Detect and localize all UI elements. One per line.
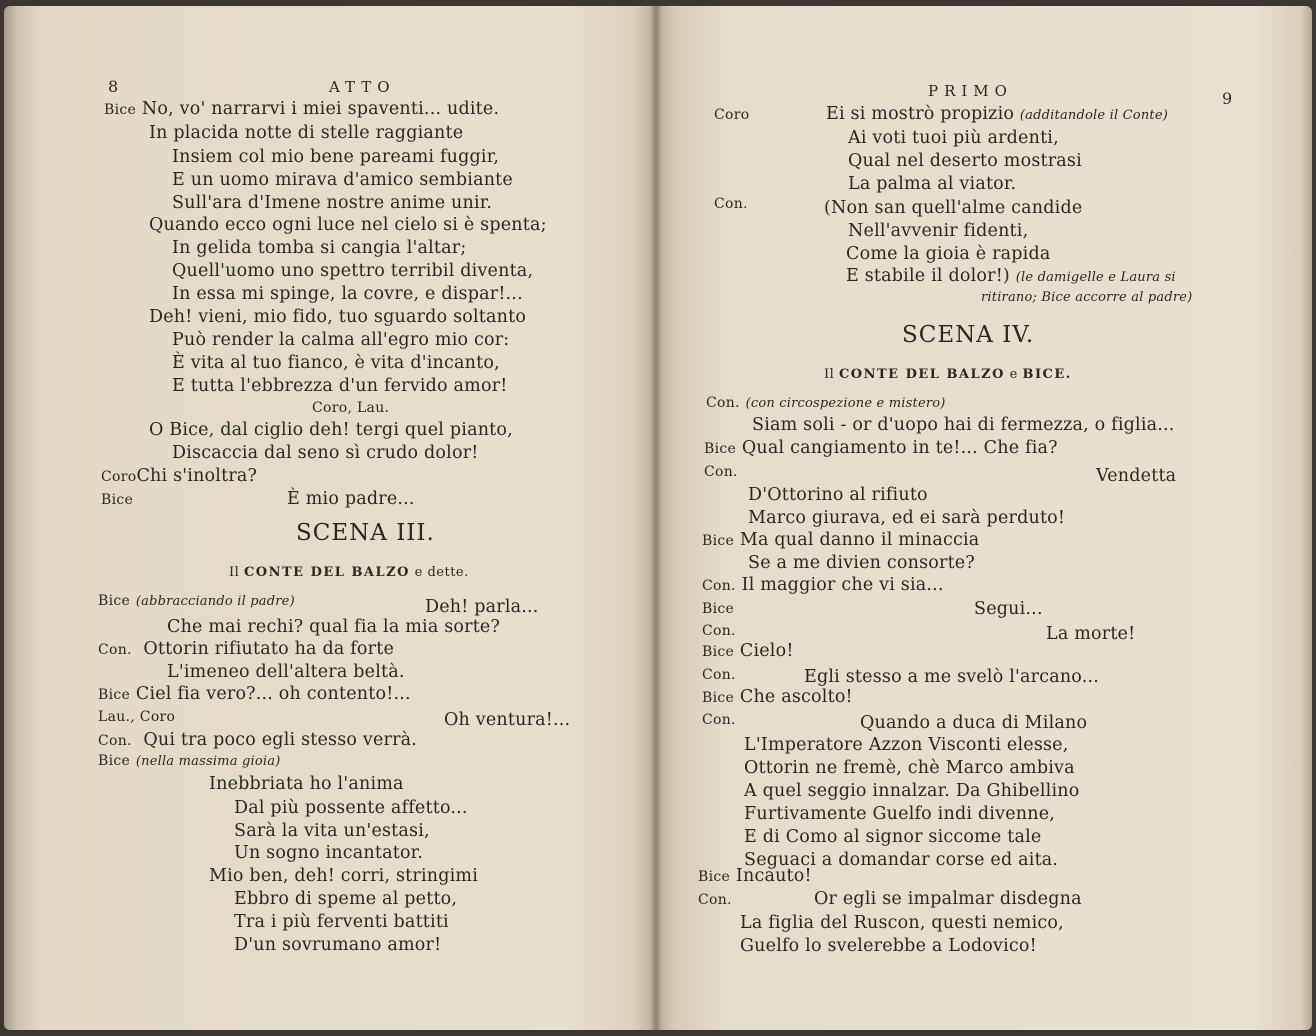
verse-line: Mio ben, deh! corri, stringimi	[209, 866, 479, 886]
verse-line: E un uomo mirava d'amico sembiante	[172, 170, 513, 190]
stage-direction: (con circospezione e mistero)	[745, 396, 946, 411]
verse-line: (Non san quell'alme candide	[824, 198, 1083, 218]
verse-line: Quell'uomo uno spettro terribil diventa,	[172, 261, 534, 281]
verse-line: La palma al viator.	[848, 174, 1017, 194]
verse-line	[98, 589, 295, 613]
verse-line: Bice Ciel fia vero?... oh contento!...	[98, 684, 411, 704]
verse-line: La figlia del Ruscon, questi nemico,	[740, 913, 1064, 933]
verse-line: Egli stesso a me svelò l'arcano...	[804, 667, 1100, 687]
speaker-label: Con.	[98, 733, 132, 749]
speaker-label: Bice	[98, 687, 131, 703]
speaker-label: Bice	[98, 753, 131, 769]
verse-line: Seguaci a domandar corse ed aita.	[744, 850, 1059, 870]
verse-line: E stabile il dolor!) (le damigelle e Laura si	[846, 266, 1176, 286]
stage-direction: ritirano; Bice accorre al padre)	[981, 290, 1193, 305]
stage-direction: (nella massima gioia)	[135, 754, 281, 769]
speaker-label: Bice	[702, 690, 735, 706]
speaker-label: Con.	[98, 642, 132, 658]
verse-line: Bice Che ascolto!	[702, 687, 853, 707]
speaker-label: Lau., Coro	[98, 709, 176, 725]
speaker-label: Con.	[704, 464, 738, 480]
verse-line: Dal più possente affetto...	[234, 798, 468, 818]
verse-line: Con. Il maggior che vi sia...	[702, 575, 944, 595]
left-page	[4, 6, 656, 1030]
verse-line: Furtivamente Guelfo indi divenne,	[744, 804, 1056, 824]
verse-line: Che mai rechi? qual fia la mia sorte?	[167, 617, 501, 637]
verse-line: Oh ventura!...	[444, 710, 571, 730]
stage-direction: (additandole il Conte)	[1019, 108, 1168, 123]
verse-line: D'un sovrumano amor!	[234, 935, 442, 955]
verse-line: Ottorin ne fremè, chè Marco ambiva	[744, 758, 1075, 778]
running-header: PRIMO	[928, 82, 1013, 100]
verse-line: Se a me divien consorte?	[748, 553, 975, 573]
verse-line: È vita al tuo fianco, è vita d'incanto,	[172, 353, 500, 373]
verse-line: In gelida tomba si cangia l'altar;	[172, 238, 467, 258]
verse-line	[98, 749, 280, 773]
verse-line: Deh! vieni, mio fido, tuo sguardo soltanto	[149, 307, 527, 327]
verse-line: Sarà la vita un'estasi,	[234, 821, 430, 841]
verse-line	[706, 391, 946, 415]
verse-line: Siam soli - or d'uopo hai di fermezza, o figlia...	[752, 415, 1175, 435]
verse-line: Come la gioia è rapida	[846, 244, 1051, 264]
verse-line: D'Ottorino al rifiuto	[748, 485, 928, 505]
verse-line: Quando ecco ogni luce nel cielo si è spenta;	[149, 215, 547, 235]
scene-title: SCENA IV.	[902, 322, 1035, 348]
verse-line: Segui...	[974, 599, 1043, 619]
verse-line: A quel seggio innalzar. Da Ghibellino	[744, 781, 1080, 801]
speaker-label: Bice	[98, 593, 131, 609]
verse-line: Or egli se impalmar disdegna	[814, 889, 1082, 909]
verse-line: CoroChi s'inoltra?	[101, 466, 258, 486]
speaker-label: Coro, Lau.	[312, 400, 390, 416]
right-page	[656, 6, 1312, 1030]
verse-line: Inebbriata ho l'anima	[209, 774, 404, 794]
verse-line: Bice Cielo!	[702, 641, 794, 661]
verse-line: Con. Qui tra poco egli stesso verrà.	[98, 730, 418, 750]
verse-line: Sull'ara d'Imene nostre anime unir.	[172, 193, 493, 213]
verse-line: In placida notte di stelle raggiante	[149, 123, 464, 143]
speaker-label: Con.	[706, 395, 740, 411]
scene-title: SCENA III.	[296, 520, 435, 546]
verse-line: Marco giurava, ed ei sarà perduto!	[748, 508, 1066, 528]
verse-line: Con. Ottorin rifiutato ha da forte	[98, 639, 395, 659]
page-number: 8	[108, 77, 119, 96]
verse-line: Guelfo lo svelerebbe a Lodovico!	[740, 936, 1037, 956]
speaker-label: Con.	[702, 667, 736, 683]
speaker-label: Con.	[702, 623, 736, 639]
verse-line: Ei si mostrò propizio (additandole il Conte)	[826, 104, 1168, 124]
scene-characters: Il CONTE DEL BALZO e dette.	[229, 565, 469, 580]
scene-characters: Il CONTE DEL BALZO e BICE.	[824, 367, 1072, 382]
verse-line: Tra i più ferventi battiti	[234, 912, 449, 932]
verse-line: O Bice, dal ciglio deh! tergi quel pianto,	[149, 420, 513, 440]
verse-line: Ebbro di speme al petto,	[234, 889, 458, 909]
verse-line: Bice No, vo' narrarvi i miei spaventi... udite.	[104, 99, 500, 119]
verse-line: Insiem col mio bene pareami fuggir,	[172, 147, 500, 167]
verse-line: E tutta l'ebbrezza d'un fervido amor!	[172, 376, 508, 396]
verse-line: Bice Qual cangiamento in te!... Che fia?	[704, 438, 1058, 458]
verse-line: Deh! parla...	[425, 597, 539, 617]
speaker-label: Bice	[704, 441, 737, 457]
verse-line: Quando a duca di Milano	[860, 713, 1088, 733]
speaker-label: Con.	[702, 578, 736, 594]
verse-line: Qual nel deserto mostrasi	[848, 151, 1082, 171]
verse-line: Può render la calma all'egro mio cor:	[172, 330, 510, 350]
running-header: ATTO	[329, 78, 396, 96]
speaker-label: Bice	[702, 644, 735, 660]
verse-line: L'Imperatore Azzon Visconti elesse,	[744, 735, 1069, 755]
verse-line: Un sogno incantator.	[234, 843, 424, 863]
verse-line: Discaccia dal seno sì crudo dolor!	[172, 443, 479, 463]
verse-line: È mio padre...	[287, 489, 415, 509]
verse-line: In essa mi spinge, la covre, e dispar!...	[172, 284, 523, 304]
speaker-label: Bice	[101, 492, 134, 508]
speaker-label: Con.	[702, 712, 736, 728]
verse-line: Vendetta	[1096, 466, 1177, 486]
speaker-label: Bice	[104, 102, 137, 118]
speaker-label: Coro	[101, 469, 137, 485]
verse-line: Bice Incauto!	[698, 866, 812, 886]
stage-direction: (le damigelle e Laura si	[1015, 270, 1176, 285]
speaker-label: Bice	[698, 869, 731, 885]
verse-line: Bice Ma qual danno il minaccia	[702, 530, 980, 550]
speaker-label: Bice	[702, 533, 735, 549]
verse-line: Ai voti tuoi più ardenti,	[848, 128, 1059, 148]
book-gutter	[650, 6, 662, 1030]
verse-line: La morte!	[1046, 624, 1136, 644]
speaker-label: Coro	[714, 107, 750, 123]
speaker-label: Con.	[714, 196, 748, 212]
page-number: 9	[1222, 89, 1233, 108]
speaker-label: Con.	[698, 892, 732, 908]
verse-line: Nell'avvenir fidenti,	[848, 221, 1029, 241]
verse-line: L'imeneo dell'altera beltà.	[167, 662, 405, 682]
verse-line: E di Como al signor siccome tale	[744, 827, 1042, 847]
speaker-label: Bice	[702, 601, 735, 617]
stage-direction: (abbracciando il padre)	[135, 594, 295, 609]
